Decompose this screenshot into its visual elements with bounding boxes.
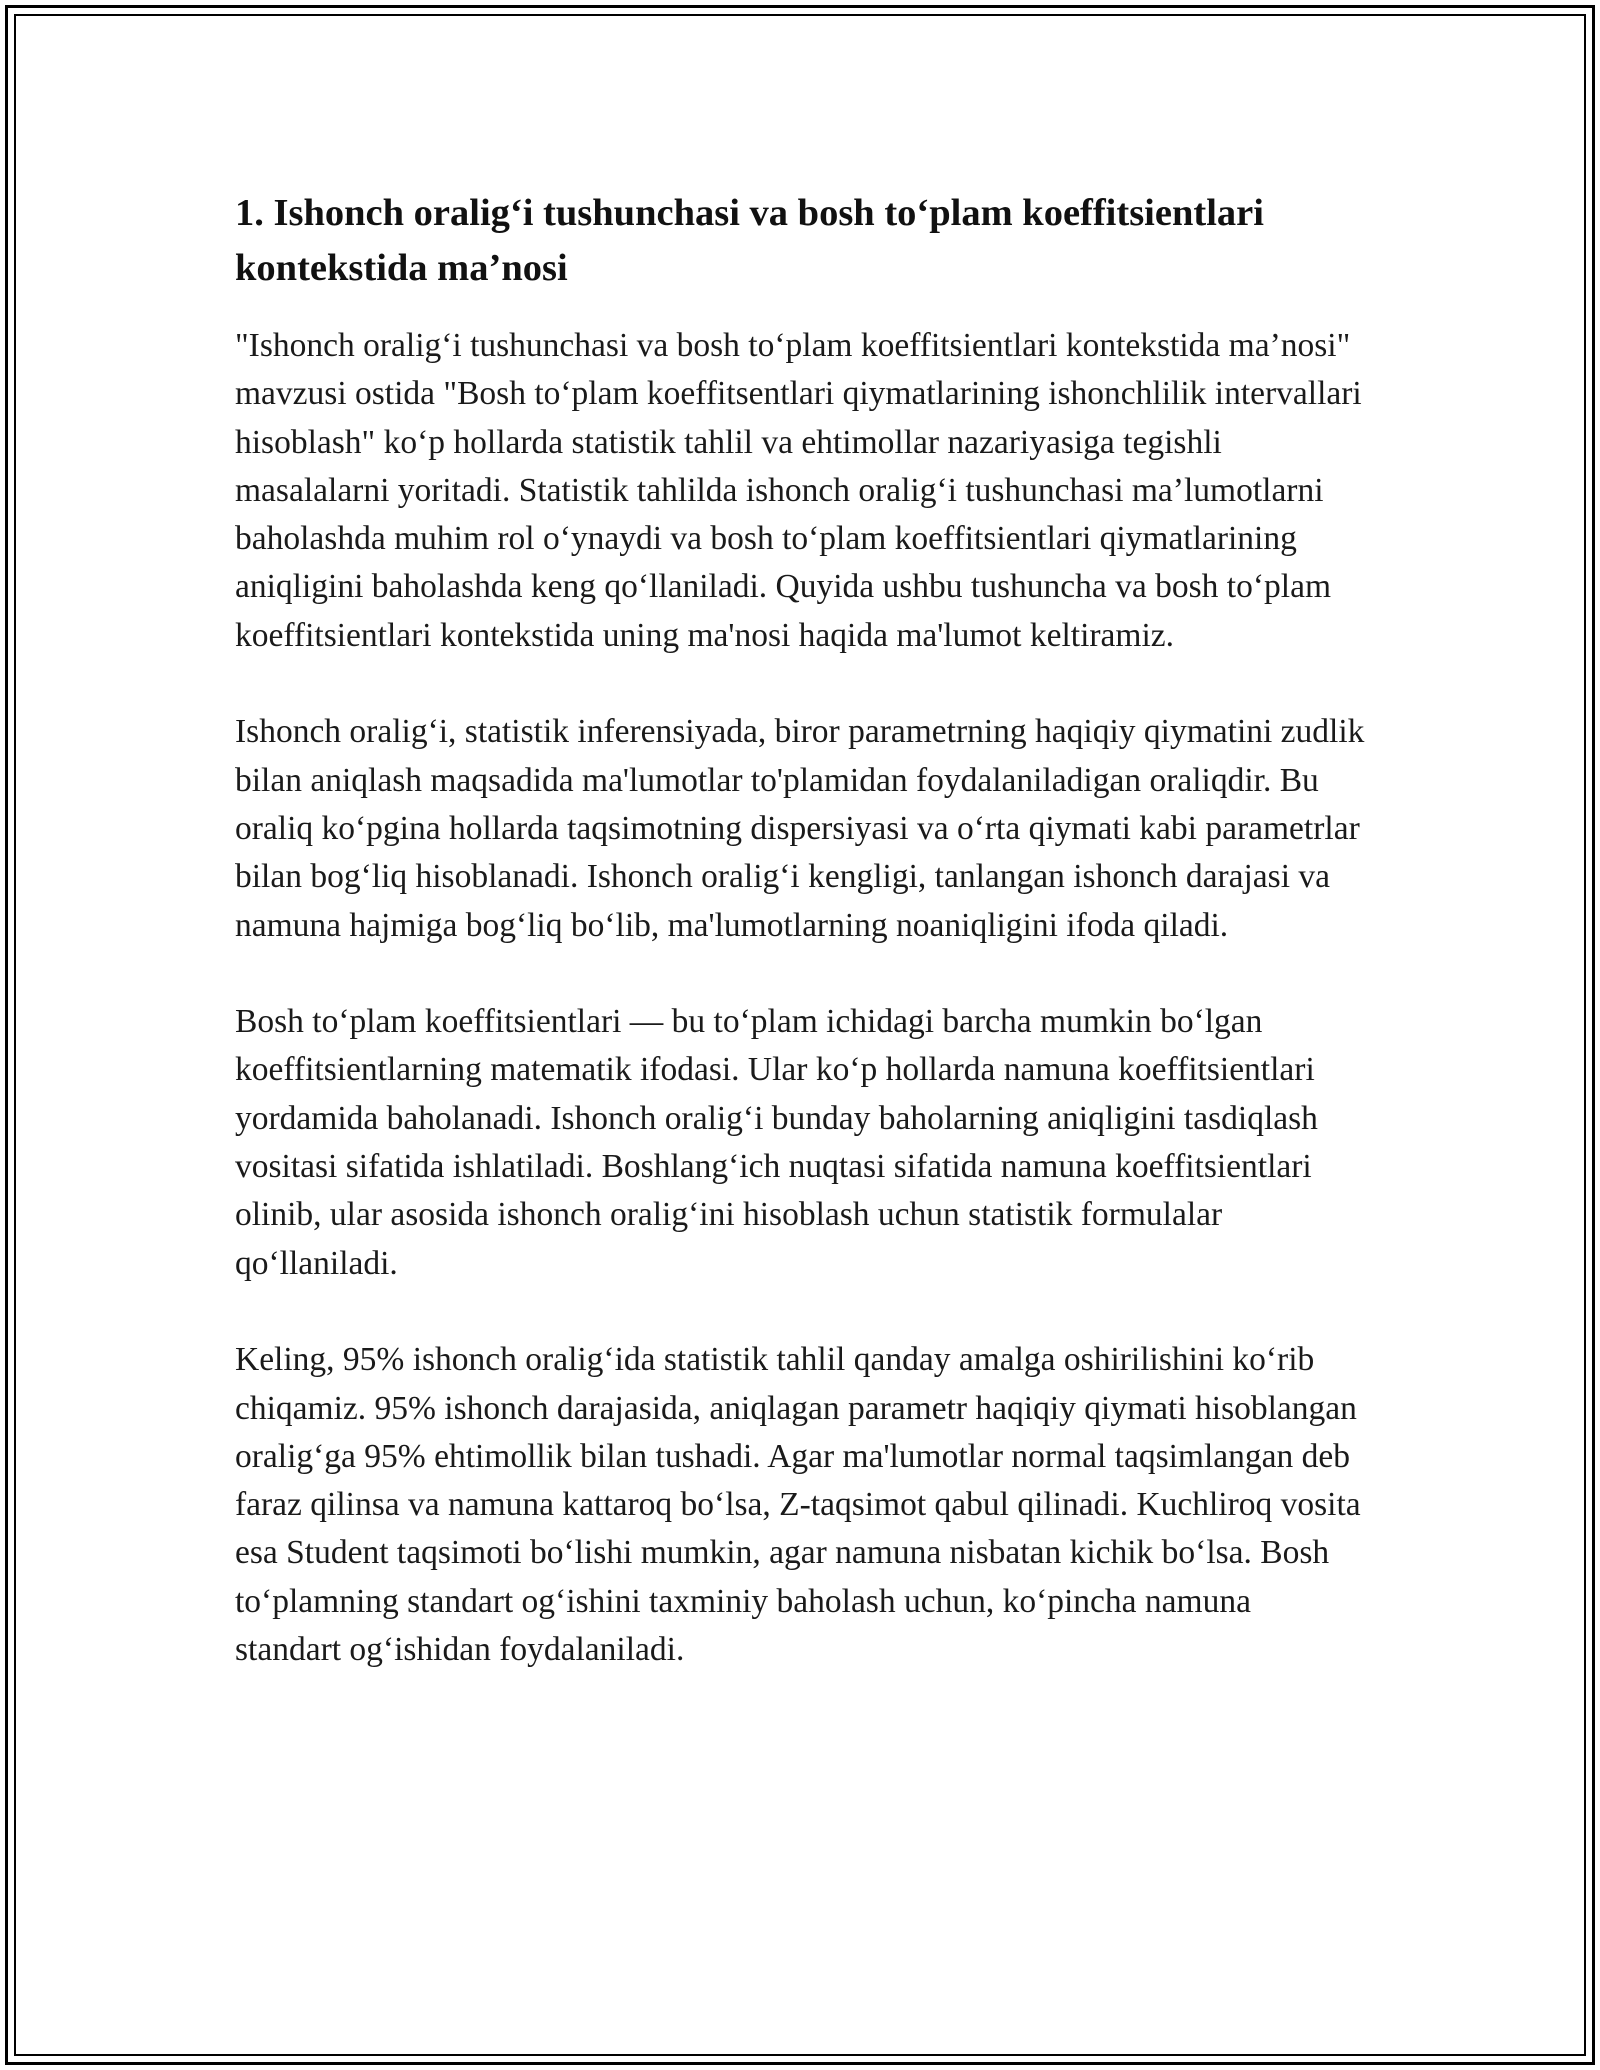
document-body xyxy=(235,186,1365,1723)
paragraph-95-percent: Keling, 95% ishonch oralig‘ida statistik tahlil qanday amalga oshirilishini ko‘rib chiqamiz. 95% ishonch darajasida, aniqlagan parametr haqiqiy qiymati hisoblangan oralig‘ga 95% ehtimollik bilan tushadi. Agar ma'lumotlar normal taqsimlangan deb faraz qilinsa va namuna kattaroq bo‘lsa, Z-taqsimot qabul qilinadi. Kuchliroq vosita esa Student taqsimoti bo‘lishi mumkin, agar namuna nisbatan kichik bo‘lsa. Bosh to‘plamning standart og‘ishini taxminiy baholash uchun, ko‘pincha namuna standart og‘ishidan foydalaniladi. xyxy=(235,1341,1361,1669)
paragraph-intro: "Ishonch oralig‘i tushunchasi va bosh to‘plam koeffitsientlari kontekstida ma’nosi" mavzusi ostida "Bosh to‘plam koeffitsentlari qiymatlarining ishonchlilik intervallari hisoblash" ko‘p hollarda statistik tahlil va ehtimollar nazariyasiga tegishli masalalarni yoritadi. Statistik tahlilda ishonch oralig‘i tushunchasi ma’lumotlarni baholashda muhim rol o‘ynaydi va bosh to‘plam koeffitsientlari qiymatlarining aniqligini baholashda keng qo‘llaniladi. Quyida ushbu tushuncha va bosh to‘plam koeffitsientlari kontekstida uning ma'nosi haqida ma'lumot keltiramiz. xyxy=(235,327,1362,654)
section-title: 1. Ishonch oralig‘i tushunchasi va bosh to‘plam koeffitsientlari kontekstida ma’nosi xyxy=(235,192,1264,289)
paragraph-population-coefficients: Bosh to‘plam koeffitsientlari — bu to‘plam ichidagi barcha mumkin bo‘lgan koeffitsientlarning matematik ifodasi. Ular ko‘p hollarda namuna koeffitsientlari yordamida baholanadi. Ishonch oralig‘i bunday baholarning aniqligini tasdiqlash vositasi sifatida ishlatiladi. Boshlang‘ich nuqtasi sifatida namuna koeffitsientlari olinib, ular asosida ishonch oralig‘ini hisoblash uchun statistik formulalar qo‘llaniladi. xyxy=(235,1003,1318,1282)
paragraph-confidence-interval: Ishonch oralig‘i, statistik inferensiyada, biror parametrning haqiqiy qiymatini zudlik bilan aniqlash maqsadida ma'lumotlar to'plamidan foydalaniladigan oraliqdir. Bu oraliq ko‘pgina hollarda taqsimotning dispersiyasi va o‘rta qiymati kabi parametrlar bilan bog‘liq hisoblanadi. Ishonch oralig‘i kengligi, tanlangan ishonch darajasi va namuna hajmiga bog‘liq bo‘lib, ma'lumotlarning noaniqligini ifoda qiladi. xyxy=(235,713,1365,944)
